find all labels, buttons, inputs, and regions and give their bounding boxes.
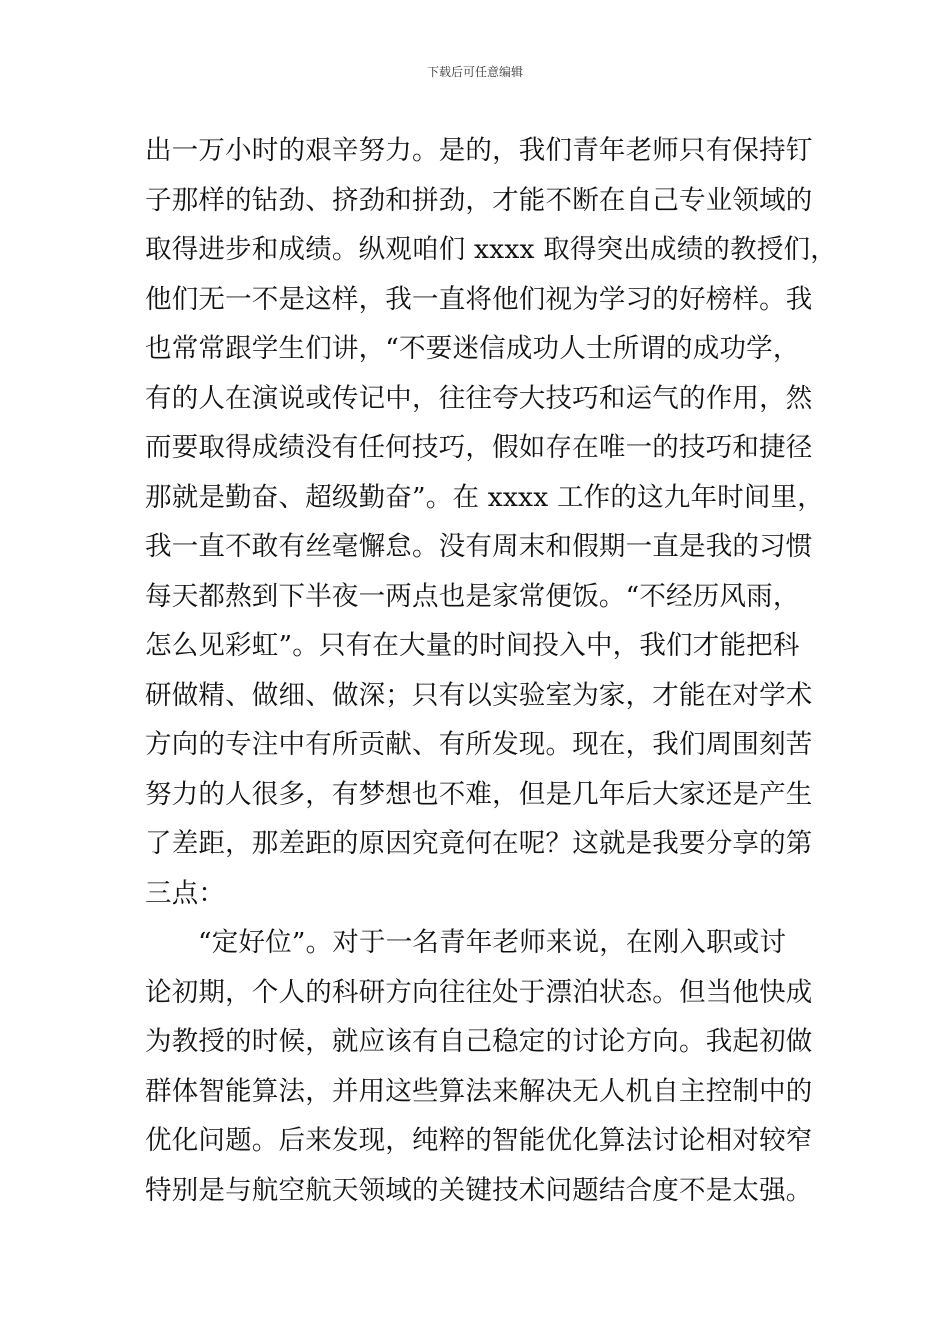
- text-line: 为教授的时候，就应该有自己稳定的讨论方向。我起初做: [145, 1026, 813, 1057]
- text-line: 他们无一不是这样，我一直将他们视为学习的好榜样。我: [145, 283, 813, 315]
- text-line: 出一万小时的艰辛努力。是的，我们青年老师只有保持钉: [145, 135, 813, 166]
- text-line: 方向的专注中有所贡献、有所发现。现在，我们周围刻苦: [145, 729, 813, 760]
- document-body: [145, 126, 837, 1215]
- text-line: 那就是勤奋、超级勤奋”。在 xxxx 工作的这九年时间里，: [145, 481, 824, 513]
- text-line: 我一直不敢有丝毫懈怠。没有周末和假期一直是我的习惯: [145, 531, 813, 562]
- text-line: 努力的人很多，有梦想也不难，但是几年后大家还是产生: [145, 778, 813, 810]
- text-line: 特别是与航空航天领域的关键技术问题结合度不是太强。: [145, 1174, 813, 1206]
- text-line: 子那样的钻劲、挤劲和拼劲，才能不断在自己专业领域的: [145, 184, 813, 216]
- text-line: 论初期，个人的科研方向往往处于漂泊状态。但当他快成: [145, 976, 813, 1008]
- text-line: 取得进步和成绩。纵观咱们 xxxx 取得突出成绩的教授们，: [145, 234, 837, 265]
- text-line: 了差距，那差距的原因究竟何在呢？这就是我要分享的第: [145, 828, 813, 859]
- paragraph-first-line: “定好位”。对于一名青年老师来说，在刚入职或讨: [198, 927, 787, 958]
- text-line: 怎么见彩虹”。只有在大量的时间投入中，我们才能把科: [145, 630, 800, 661]
- text-line: 也常常跟学生们讲，“不要迷信成功人士所谓的成功学，: [145, 333, 800, 364]
- page-header-note: 下载后可任意编辑: [426, 65, 523, 79]
- text-line: 有的人在演说或传记中，往往夸大技巧和运气的作用，然: [145, 382, 813, 414]
- text-line: 群体智能算法，并用这些算法来解决无人机自主控制中的: [145, 1075, 813, 1107]
- text-line: 研做精、做细、做深；只有以实验室为家，才能在对学术: [145, 679, 813, 711]
- text-line: 而要取得成绩没有任何技巧，假如存在唯一的技巧和捷径: [145, 432, 813, 463]
- text-line: 每天都熬到下半夜一两点也是家常便饭。“不经历风雨，: [145, 580, 800, 612]
- text-line: 三点：: [145, 877, 226, 909]
- text-line: 优化问题。后来发现，纯粹的智能优化算法讨论相对较窄: [145, 1125, 813, 1156]
